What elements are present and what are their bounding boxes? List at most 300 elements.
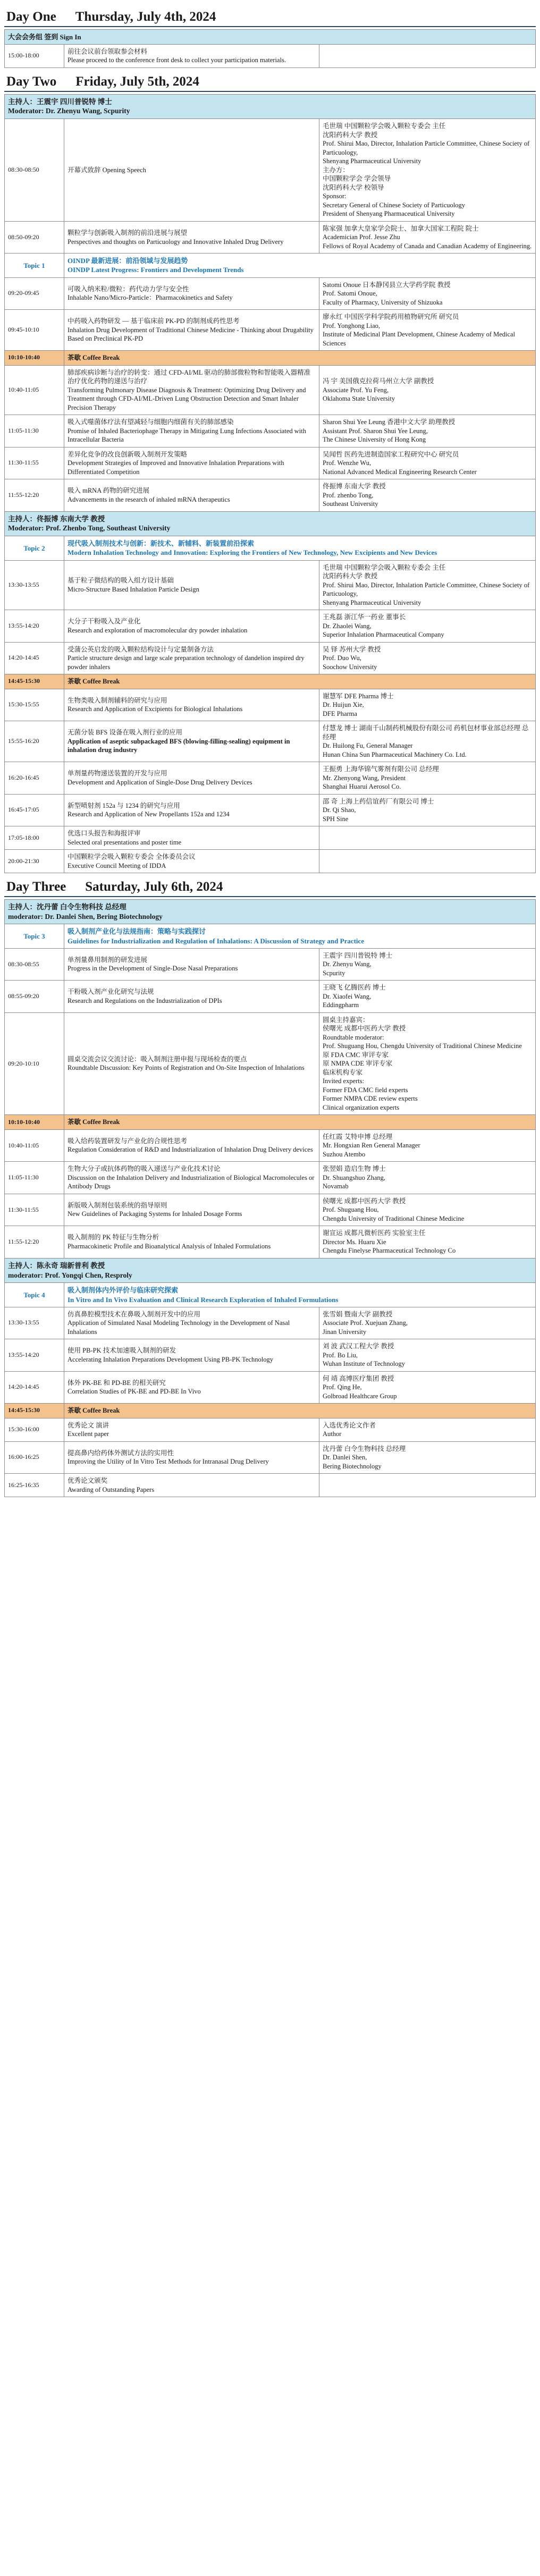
speaker-line: 原 NMPA CDE 审评专家 [323, 1060, 393, 1068]
session-speaker [319, 689, 536, 721]
speaker-line: Institute of Medicinal Plant Development, Chinese Academy of Medical Sciences [323, 331, 516, 347]
speaker-line: Director Ms. Huaru Xie [323, 1238, 386, 1246]
speaker-line: 毛世瑞 中国颗粒学会吸入颗粒专委会 主任 [323, 122, 446, 130]
speaker-line: 张翌娟 造启生物 博士 [323, 1165, 386, 1173]
coffee-break-row [5, 1115, 536, 1130]
session-topic-line: 优秀论文 演讲 [68, 1421, 109, 1429]
speaker-line: The Chinese University of Hong Kong [323, 436, 426, 444]
session-topic-line: Advancements in the research of inhaled mRNA therapeutics [68, 495, 230, 503]
session-speaker [319, 1226, 536, 1259]
speaker-line: Golbroad Healthcare Group [323, 1392, 397, 1400]
speaker-line: Dr. Zhenyu Wang, [323, 960, 372, 968]
session-row [5, 1474, 536, 1497]
speaker-line: Prof. Qing He, [323, 1383, 362, 1391]
session-topic-line: Accelerating Inhalation Preparations Development Using PB-PK Technology [68, 1355, 273, 1363]
session-row [5, 1162, 536, 1194]
session-time: 08:30-08:50 [5, 119, 64, 222]
speaker-line: 侯曙光 成都中医药大学 教授 [323, 1197, 406, 1205]
session-topic [64, 1418, 319, 1441]
session-topic-line: 大分子干粉吸入及产业化 [68, 618, 141, 626]
session-time: 15:30-15:55 [5, 689, 64, 721]
moderator-line: 主持人：沈丹蕾 白令生物科技 总经理 [8, 902, 126, 911]
moderator-line: Moderator: Dr. Zhenyu Wang, Scpurity [8, 107, 130, 115]
speaker-line: Prof. Wenzhe Wu, [323, 459, 372, 467]
session-topic-line: 提高鼻内给药体外测试方法的实用性 [68, 1449, 174, 1457]
speaker-line: Hunan China Sun Pharmaceutical Machinery Co. Ltd. [323, 750, 467, 758]
speaker-line: 王震宇 四川普锐特 博士 [323, 951, 393, 959]
session-speaker [319, 44, 536, 67]
heading-rule [4, 896, 536, 897]
speaker-line: Assistant Prof. Sharon Shui Yee Leung, [323, 427, 428, 435]
session-speaker [319, 119, 536, 222]
session-time: 11:05-11:30 [5, 1162, 64, 1194]
moderator-cell [5, 94, 536, 119]
topic-label: Topic 2 [5, 536, 64, 560]
heading-rule [4, 26, 536, 27]
speaker-line: Dr. Qi Shao, [323, 806, 356, 814]
session-topic-line: 吸入给药装置研发与产业化的合规性思考 [68, 1137, 188, 1145]
session-time: 14:20-14:45 [5, 642, 64, 674]
session-time: 09:20-09:45 [5, 277, 64, 310]
moderator-line: 主持人：佟振博 东南大学 教授 [8, 514, 105, 523]
speaker-line: Southeast University [323, 500, 378, 508]
speaker-line: 入选优秀论文作者 [323, 1421, 376, 1429]
session-speaker [319, 479, 536, 512]
session-topic-line: Improving the Utility of In Vitro Test Methods for Intranasal Drug Delivery [68, 1458, 269, 1466]
session-row [5, 1194, 536, 1226]
speaker-line: Suzhou Atembo [323, 1150, 366, 1158]
topic-title-cn: 吸入制剂体内外评价与临床研究探索 [68, 1286, 179, 1295]
speaker-line: 王晓飞 亿腾医药 博士 [323, 984, 386, 992]
speaker-line: 廖永红 中国医学科学院药用植物研究所 研究员 [323, 313, 459, 321]
speaker-line: 任红霞 艾特申博 总经理 [323, 1133, 393, 1141]
session-speaker [319, 365, 536, 415]
session-topic-line: 吸入制剂的 PK 特征与生物分析 [68, 1234, 159, 1241]
session-speaker [319, 1162, 536, 1194]
speaker-line: Oklahoma State University [323, 395, 395, 403]
topic-title [64, 924, 536, 948]
speaker-line: Former FDA CMC field experts [323, 1086, 408, 1094]
session-topic [64, 1441, 319, 1474]
session-row [5, 44, 536, 67]
break-time: 10:10-10:40 [5, 351, 64, 366]
session-topic [64, 1194, 319, 1226]
day-heading [6, 10, 536, 25]
session-row [5, 415, 536, 447]
speaker-line: Prof. Shirui Mao, Director, Inhalation Particle Committee, Chinese Society of Particuology, [323, 581, 530, 598]
session-speaker [319, 642, 536, 674]
speaker-line: 付慧龙 博士 湖南千山制药机械股份有限公司 药机包材事业部总经理 总经理 [323, 724, 529, 741]
speaker-line: 沈阳药科大学 校领导 [323, 183, 384, 191]
speaker-line: National Advanced Medical Engineering Research Center [323, 468, 477, 476]
session-speaker [319, 1129, 536, 1162]
session-row [5, 721, 536, 762]
session-topic-line: Inhalation Drug Development of Traditional Chinese Medicine - Thinking about Drugability Based on Preclinical PK-PD [68, 326, 314, 343]
speaker-line: 王兆磊 浙江华一药业 董事长 [323, 613, 406, 621]
speaker-line: 谢宣运 成都凡微析医药 实验室主任 [323, 1229, 426, 1237]
session-row [5, 365, 536, 415]
speaker-line: 中国颗粒学会 学会领导 [323, 175, 391, 183]
session-topic-line: 中国颗粒学会吸入颗粒专委会 全体委员会议 [68, 853, 196, 861]
session-topic-line: 肺部疾病诊断与治疗的转变：通过 CFD-AI/ML 驱动的肺部微粒物和智能吸入器精准治疗优化药物的递送与治疗 [68, 368, 311, 385]
session-row [5, 762, 536, 795]
day-heading [6, 880, 536, 895]
session-speaker [319, 610, 536, 643]
session-time: 11:30-11:55 [5, 1194, 64, 1226]
moderator-row [5, 899, 536, 924]
speaker-line: 沈阳药科大学 教授 [323, 131, 378, 139]
session-row [5, 948, 536, 981]
day-date: Thursday, July 4th, 2024 [75, 10, 216, 24]
speaker-line: Sharon Shui Yee Leung 香港中文大学 助理教授 [323, 418, 455, 426]
session-time: 20:00-21:30 [5, 850, 64, 873]
session-time: 08:55-09:20 [5, 981, 64, 1013]
session-topic-line: 单剂量鼻用制剂的研发进展 [68, 956, 148, 964]
moderator-line: moderator: Prof. Yongqi Chen, Resproly [8, 1271, 132, 1279]
session-topic-line: 生物类吸入制剂辅料的研究与应用 [68, 696, 167, 704]
moderator-row [5, 511, 536, 536]
session-topic-line: Executive Council Meeting of IDDA [68, 862, 166, 869]
speaker-line: 佟振博 东南大学 教授 [323, 483, 386, 491]
session-topic-line: New Guidelines of Packaging Systems for Inhaled Dosage Forms [68, 1210, 242, 1218]
speaker-line: Novamab [323, 1183, 349, 1190]
session-time: 09:45-10:10 [5, 310, 64, 351]
speaker-line: Dr. Huijun Xie, [323, 701, 364, 709]
speaker-line: Prof. Satomi Onoue, [323, 290, 377, 298]
session-topic-line: Pharmacokinetic Profile and Bioanalytical Analysis of Inhaled Formulations [68, 1242, 271, 1250]
session-topic [64, 850, 319, 873]
session-topic-line: Inhalable Nano/Micro-Particle：Pharmacokinetics and Safety [68, 294, 233, 302]
session-topic-line: Development Strategies of Improved and Innovative Inhalation Preparations with Differentiated Competition [68, 459, 284, 476]
session-topic-line: Transforming Pulmonary Disease Diagnosis & Treatment: Optimizing Drug Delivery and Treatment through CFD-AI/ML-Driven Lung Obstruction Detection and Smart Inhaler Precision Therapy [68, 386, 306, 411]
day-date: Saturday, July 6th, 2024 [85, 880, 223, 894]
topic-label: Topic 1 [5, 254, 64, 277]
session-row [5, 479, 536, 512]
session-speaker [319, 850, 536, 873]
session-topic [64, 762, 319, 795]
session-topic [64, 415, 319, 447]
speaker-line: 吴闻哲 医药先进制造国家工程研究中心 研究员 [323, 450, 459, 458]
session-topic-line: 仿真鼻腔模型技术在鼻吸入制剂开发中的应用 [68, 1310, 201, 1318]
session-topic-line: Research and Application of New Propellants 152a and 1234 [68, 810, 230, 818]
venue-row [5, 29, 536, 44]
session-time: 16:45-17:05 [5, 794, 64, 826]
speaker-line: 毛世瑞 中国颗粒学会吸入颗粒专委会 主任 [323, 563, 446, 571]
break-time: 14:45-15:30 [5, 674, 64, 689]
speaker-line: 冯 宇 美国俄克拉荷马州立大学 副教授 [323, 377, 434, 385]
session-topic [64, 277, 319, 310]
moderator-cell [5, 511, 536, 536]
session-time: 08:30-08:55 [5, 948, 64, 981]
session-time: 11:05-11:30 [5, 415, 64, 447]
session-row [5, 794, 536, 826]
session-time: 14:20-14:45 [5, 1371, 64, 1404]
session-row [5, 119, 536, 222]
session-time: 15:30-16:00 [5, 1418, 64, 1441]
session-topic-line: Progress in the Development of Single-Dose Nasal Preparations [68, 965, 238, 973]
topic-row [5, 536, 536, 560]
session-time: 13:30-13:55 [5, 1307, 64, 1339]
session-speaker [319, 1371, 536, 1404]
speaker-line: 何 靖 高博医疗集团 教授 [323, 1374, 394, 1382]
session-row [5, 277, 536, 310]
speaker-line: Prof. Shuguang Hou, Chengdu University of Traditional Chinese Medicine [323, 1042, 522, 1050]
topic-title-en: Guidelines for Industrialization and Regulation of Inhalations: A Discussion of Strategy and Practice [68, 936, 365, 945]
session-row [5, 1012, 536, 1115]
session-topic [64, 642, 319, 674]
speaker-line: Clinical organization experts [323, 1103, 400, 1111]
speaker-line: 张雪娟 暨南大学 副教授 [323, 1310, 393, 1318]
session-row [5, 642, 536, 674]
session-speaker [319, 1339, 536, 1372]
session-speaker [319, 762, 536, 795]
day-one-table [4, 29, 536, 68]
topic-title [64, 254, 536, 277]
session-speaker [319, 948, 536, 981]
session-time: 08:50-09:20 [5, 221, 64, 254]
session-speaker [319, 310, 536, 351]
session-topic-line: 开幕式致辞 Opening Speech [68, 166, 146, 174]
topic-row [5, 1283, 536, 1307]
session-row [5, 1129, 536, 1162]
session-time: 16:00-16:25 [5, 1441, 64, 1474]
session-topic-line: 吸入式噬菌体疗法有望减轻与细胞内细菌有关的肺部感染 [68, 418, 234, 426]
speaker-line: Eddingpharm [323, 1001, 359, 1009]
session-topic-line: Development and Application of Single-Dose Drug Delivery Devices [68, 778, 252, 786]
session-speaker [319, 721, 536, 762]
conference-schedule [4, 0, 536, 1510]
session-time: 10:40-11:05 [5, 365, 64, 415]
session-topic [64, 365, 319, 415]
speaker-line: Invited experts: [323, 1077, 365, 1085]
topic-title [64, 536, 536, 560]
speaker-line: Chengdu University of Traditional Chinese Medicine [323, 1214, 465, 1222]
session-row [5, 1307, 536, 1339]
session-topic-line: 单剂量药物递送装置的开发与应用 [68, 770, 167, 778]
coffee-break-row [5, 674, 536, 689]
session-topic-line: 无菌分装 BFS 设备在吸入剂行业的应用 [68, 729, 182, 737]
day-heading [6, 74, 536, 90]
topic-title-cn: OINDP 最新进展：前沿领域与发展趋势 [68, 257, 188, 265]
speaker-line: 侯曙光 成都中医药大学 教授 [323, 1025, 406, 1033]
speaker-line: Superior Inhalation Pharmaceutical Company [323, 631, 444, 639]
session-topic [64, 826, 319, 850]
session-topic-line: Micro-Structure Based Inhalation Particle Design [68, 585, 199, 593]
session-topic-line: 吸入 mRNA 药物的研究进展 [68, 487, 150, 495]
session-topic [64, 1371, 319, 1404]
topic-title-cn: 现代吸入制剂技术与创新：新技术、新辅料、新装置前沿探索 [68, 539, 255, 548]
session-topic [64, 560, 319, 610]
speaker-line: Satomi Onoue 日本静冈县立大学药学院 教授 [323, 281, 451, 289]
session-topic-line: 使用 PB-PK 技术加速吸入制剂的研发 [68, 1347, 176, 1355]
session-speaker [319, 1307, 536, 1339]
session-time: 11:55-12:20 [5, 479, 64, 512]
moderator-cell [5, 899, 536, 924]
session-speaker [319, 1441, 536, 1474]
session-time: 16:25-16:35 [5, 1474, 64, 1497]
day-label: Day Two [6, 74, 57, 89]
session-time: 13:30-13:55 [5, 560, 64, 610]
topic-title-en: OINDP Latest Progress: Frontiers and Development Trends [68, 266, 244, 274]
session-topic [64, 44, 319, 67]
session-row [5, 850, 536, 873]
speaker-line: Dr. Xiaofei Wang, [323, 992, 372, 1000]
session-topic [64, 948, 319, 981]
speaker-line: Dr. Zhaolei Wang, [323, 622, 372, 630]
session-speaker [319, 981, 536, 1013]
session-speaker [319, 415, 536, 447]
speaker-line: Dr. Shuangshuo Zhang, [323, 1173, 386, 1181]
speaker-line: Prof. Yonghong Liao, [323, 322, 380, 330]
speaker-line: Dr. Danlei Shen, [323, 1454, 367, 1462]
session-speaker [319, 277, 536, 310]
moderator-line: Moderator: Prof. Zhenbo Tong, Southeast University [8, 524, 171, 533]
session-topic [64, 310, 319, 351]
speaker-line: SPH Sine [323, 815, 349, 823]
session-topic-line: 中药吸入药物研发 — 基于临床前 PK-PD 的制剂成药性思考 [68, 317, 240, 325]
session-topic [64, 721, 319, 762]
session-topic-line: Research and Regulations on the Industrialization of DPIs [68, 996, 222, 1004]
session-topic-line: 生物大分子或抗体药物的吸入递送与产业化技术讨论 [68, 1165, 221, 1173]
session-speaker [319, 1012, 536, 1115]
session-row [5, 310, 536, 351]
day-label: Day One [6, 10, 56, 24]
topic-title [64, 1283, 536, 1307]
session-topic-line: Application of Simulated Nasal Modeling Technology in the Development of Nasal Inhalations [68, 1319, 290, 1336]
session-topic-line: 干粉吸入剂产业化研究与法规 [68, 988, 154, 996]
session-speaker [319, 221, 536, 254]
break-label: 茶歇 Coffee Break [64, 674, 536, 689]
session-topic-line: 圆桌交流会议交流讨论：吸入制剂注册申报与现场检查的要点 [68, 1055, 247, 1063]
speaker-line: Prof. zhenbo Tong, [323, 491, 374, 499]
session-topic [64, 119, 319, 222]
break-label: 茶歇 Coffee Break [64, 1115, 536, 1130]
speaker-line: Dr. Huilong Fu, General Manager [323, 742, 413, 750]
speaker-line: 王振勇 上海华锦气雾剂有限公司 总经理 [323, 765, 439, 773]
session-topic-line: 体外 PK-BE 和 PD-BE 的相关研究 [68, 1379, 166, 1387]
speaker-line: Academician Prof. Jesse Zhu [323, 233, 400, 241]
session-topic [64, 479, 319, 512]
session-topic-line: 新型喷射剂 152a 与 1234 的研究与应用 [68, 801, 180, 809]
speaker-line: Prof. Bo Liu, [323, 1351, 358, 1359]
day-label: Day Three [6, 880, 66, 894]
session-time: 17:05-18:00 [5, 826, 64, 850]
session-topic-line: 颗粒学与创新吸入制剂的前沿进展与展望 [68, 229, 188, 237]
moderator-row [5, 94, 536, 119]
topic-row [5, 254, 536, 277]
speaker-line: Faculty of Pharmacy, University of Shizuoka [323, 298, 443, 306]
session-row [5, 447, 536, 479]
speaker-line: 沈丹蕾 白令生物科技 总经理 [323, 1445, 406, 1452]
speaker-line: 吴 铎 苏州大学 教授 [323, 645, 381, 653]
speaker-line: Secretary General of Chinese Society of Particuology [323, 201, 465, 209]
speaker-line: 临床机构专家 [323, 1068, 363, 1076]
session-time: 13:55-14:20 [5, 610, 64, 643]
session-row [5, 610, 536, 643]
session-topic-line: 优秀论文颁奖 [68, 1477, 108, 1485]
break-time: 10:10-10:40 [5, 1115, 64, 1130]
session-row [5, 1339, 536, 1372]
moderator-cell [5, 1258, 536, 1283]
session-topic-line: 基于粒子微结构的吸入组方设计基础 [68, 577, 174, 585]
session-row [5, 689, 536, 721]
session-topic-line: Particle structure design and large scale preparation technology of dandelion inspired dry powder inhalers [68, 654, 305, 671]
session-topic-line: Excellent paper [68, 1430, 109, 1438]
moderator-line: 主持人：陈永奇 瑞新普利 教授 [8, 1261, 105, 1270]
session-topic-line: Regulation Consideration of R&D and Industrialization of Inhalation Drug Delivery devices [68, 1146, 313, 1154]
session-topic-line: Correlation Studies of PK-BE and PD-BE In Vivo [68, 1388, 201, 1396]
speaker-line: Roundtable moderator: [323, 1033, 384, 1041]
session-topic [64, 1012, 319, 1115]
session-speaker [319, 560, 536, 610]
topic-title-en: Modern Inhalation Technology and Innovation: Exploring the Frontiers of New Technology, New Excipients and New Devices [68, 548, 437, 557]
coffee-break-row [5, 1404, 536, 1418]
topic-label: Topic 3 [5, 924, 64, 948]
session-row [5, 1418, 536, 1441]
speaker-line: Bering Biotechnology [323, 1462, 382, 1470]
speaker-line: Soochow University [323, 663, 377, 671]
session-topic-line: 差异化竞争的改良创新吸入制剂开发策略 [68, 450, 188, 458]
session-time: 16:20-16:45 [5, 762, 64, 795]
speaker-line: 圆桌主持嘉宾： [323, 1016, 369, 1024]
speaker-line: Prof. Shuguang Hou, [323, 1206, 379, 1214]
session-topic-line: 可吸入纳米粒/微粒：药代动力学与安全性 [68, 285, 189, 293]
session-topic-line: Awarding of Outstanding Papers [68, 1485, 155, 1493]
speaker-line: Prof. Duo Wu, [323, 654, 361, 662]
session-topic [64, 794, 319, 826]
session-speaker [319, 447, 536, 479]
session-time: 11:30-11:55 [5, 447, 64, 479]
moderator-row [5, 1258, 536, 1283]
session-topic-line: Discussion on the Inhalation Delivery and Industrialization of Biological Macromolecules or Antibody Drugs [68, 1173, 315, 1190]
session-topic-line: 前往会议前台领取参会材料 [68, 47, 148, 55]
speaker-line: Associate Prof. Xuejuan Zhang, [323, 1319, 408, 1327]
session-topic [64, 981, 319, 1013]
session-row [5, 1226, 536, 1259]
session-topic [64, 610, 319, 643]
session-speaker [319, 1194, 536, 1226]
speaker-line: 沈阳药科大学 教授 [323, 572, 378, 580]
topic-title-cn: 吸入制剂产业化与法规指南：策略与实践探讨 [68, 927, 206, 936]
speaker-line: Chengdu Finelyse Pharmaceutical Technology Co [323, 1247, 456, 1255]
session-topic-line: 新版吸入制剂包装系统的指导原则 [68, 1201, 167, 1209]
break-time: 14:45-15:30 [5, 1404, 64, 1418]
speaker-line: Sponsor: [323, 192, 347, 200]
session-topic [64, 1339, 319, 1372]
moderator-line: 主持人：王震宇 四川普锐特 博士 [8, 97, 112, 106]
session-row [5, 1441, 536, 1474]
session-row [5, 826, 536, 850]
session-time: 11:55-12:20 [5, 1226, 64, 1259]
speaker-line: President of Shenyang Pharmaceutical University [323, 210, 455, 218]
speaker-line: 邵 奇 上海上药信谊药厂有限公司 博士 [323, 797, 434, 805]
speaker-line: Associate Prof. Yu Feng, [323, 386, 389, 394]
session-topic-line: 优选口头报告和海报评审 [68, 830, 141, 838]
day-three-table [4, 899, 536, 1497]
session-speaker [319, 826, 536, 850]
session-topic-line: 受蒲公英启发的吸入颗粒结构设计与定量制备方法 [68, 645, 214, 653]
session-topic-line: Research and Application of Excipients for Biological Inhalations [68, 705, 243, 713]
coffee-break-row [5, 351, 536, 366]
speaker-line: Mr. Hongxian Ren General Manager [323, 1142, 420, 1150]
speaker-line: 谢慧军 DFE Pharma 博士 [323, 692, 394, 700]
session-speaker [319, 794, 536, 826]
speaker-line: DFE Pharma [323, 710, 357, 717]
heading-rule [4, 91, 536, 92]
speaker-line: Shenyang Pharmaceutical University [323, 157, 421, 165]
speaker-line: Shanghai Huarui Aerosol Co. [323, 783, 401, 791]
session-time: 15:55-16:20 [5, 721, 64, 762]
